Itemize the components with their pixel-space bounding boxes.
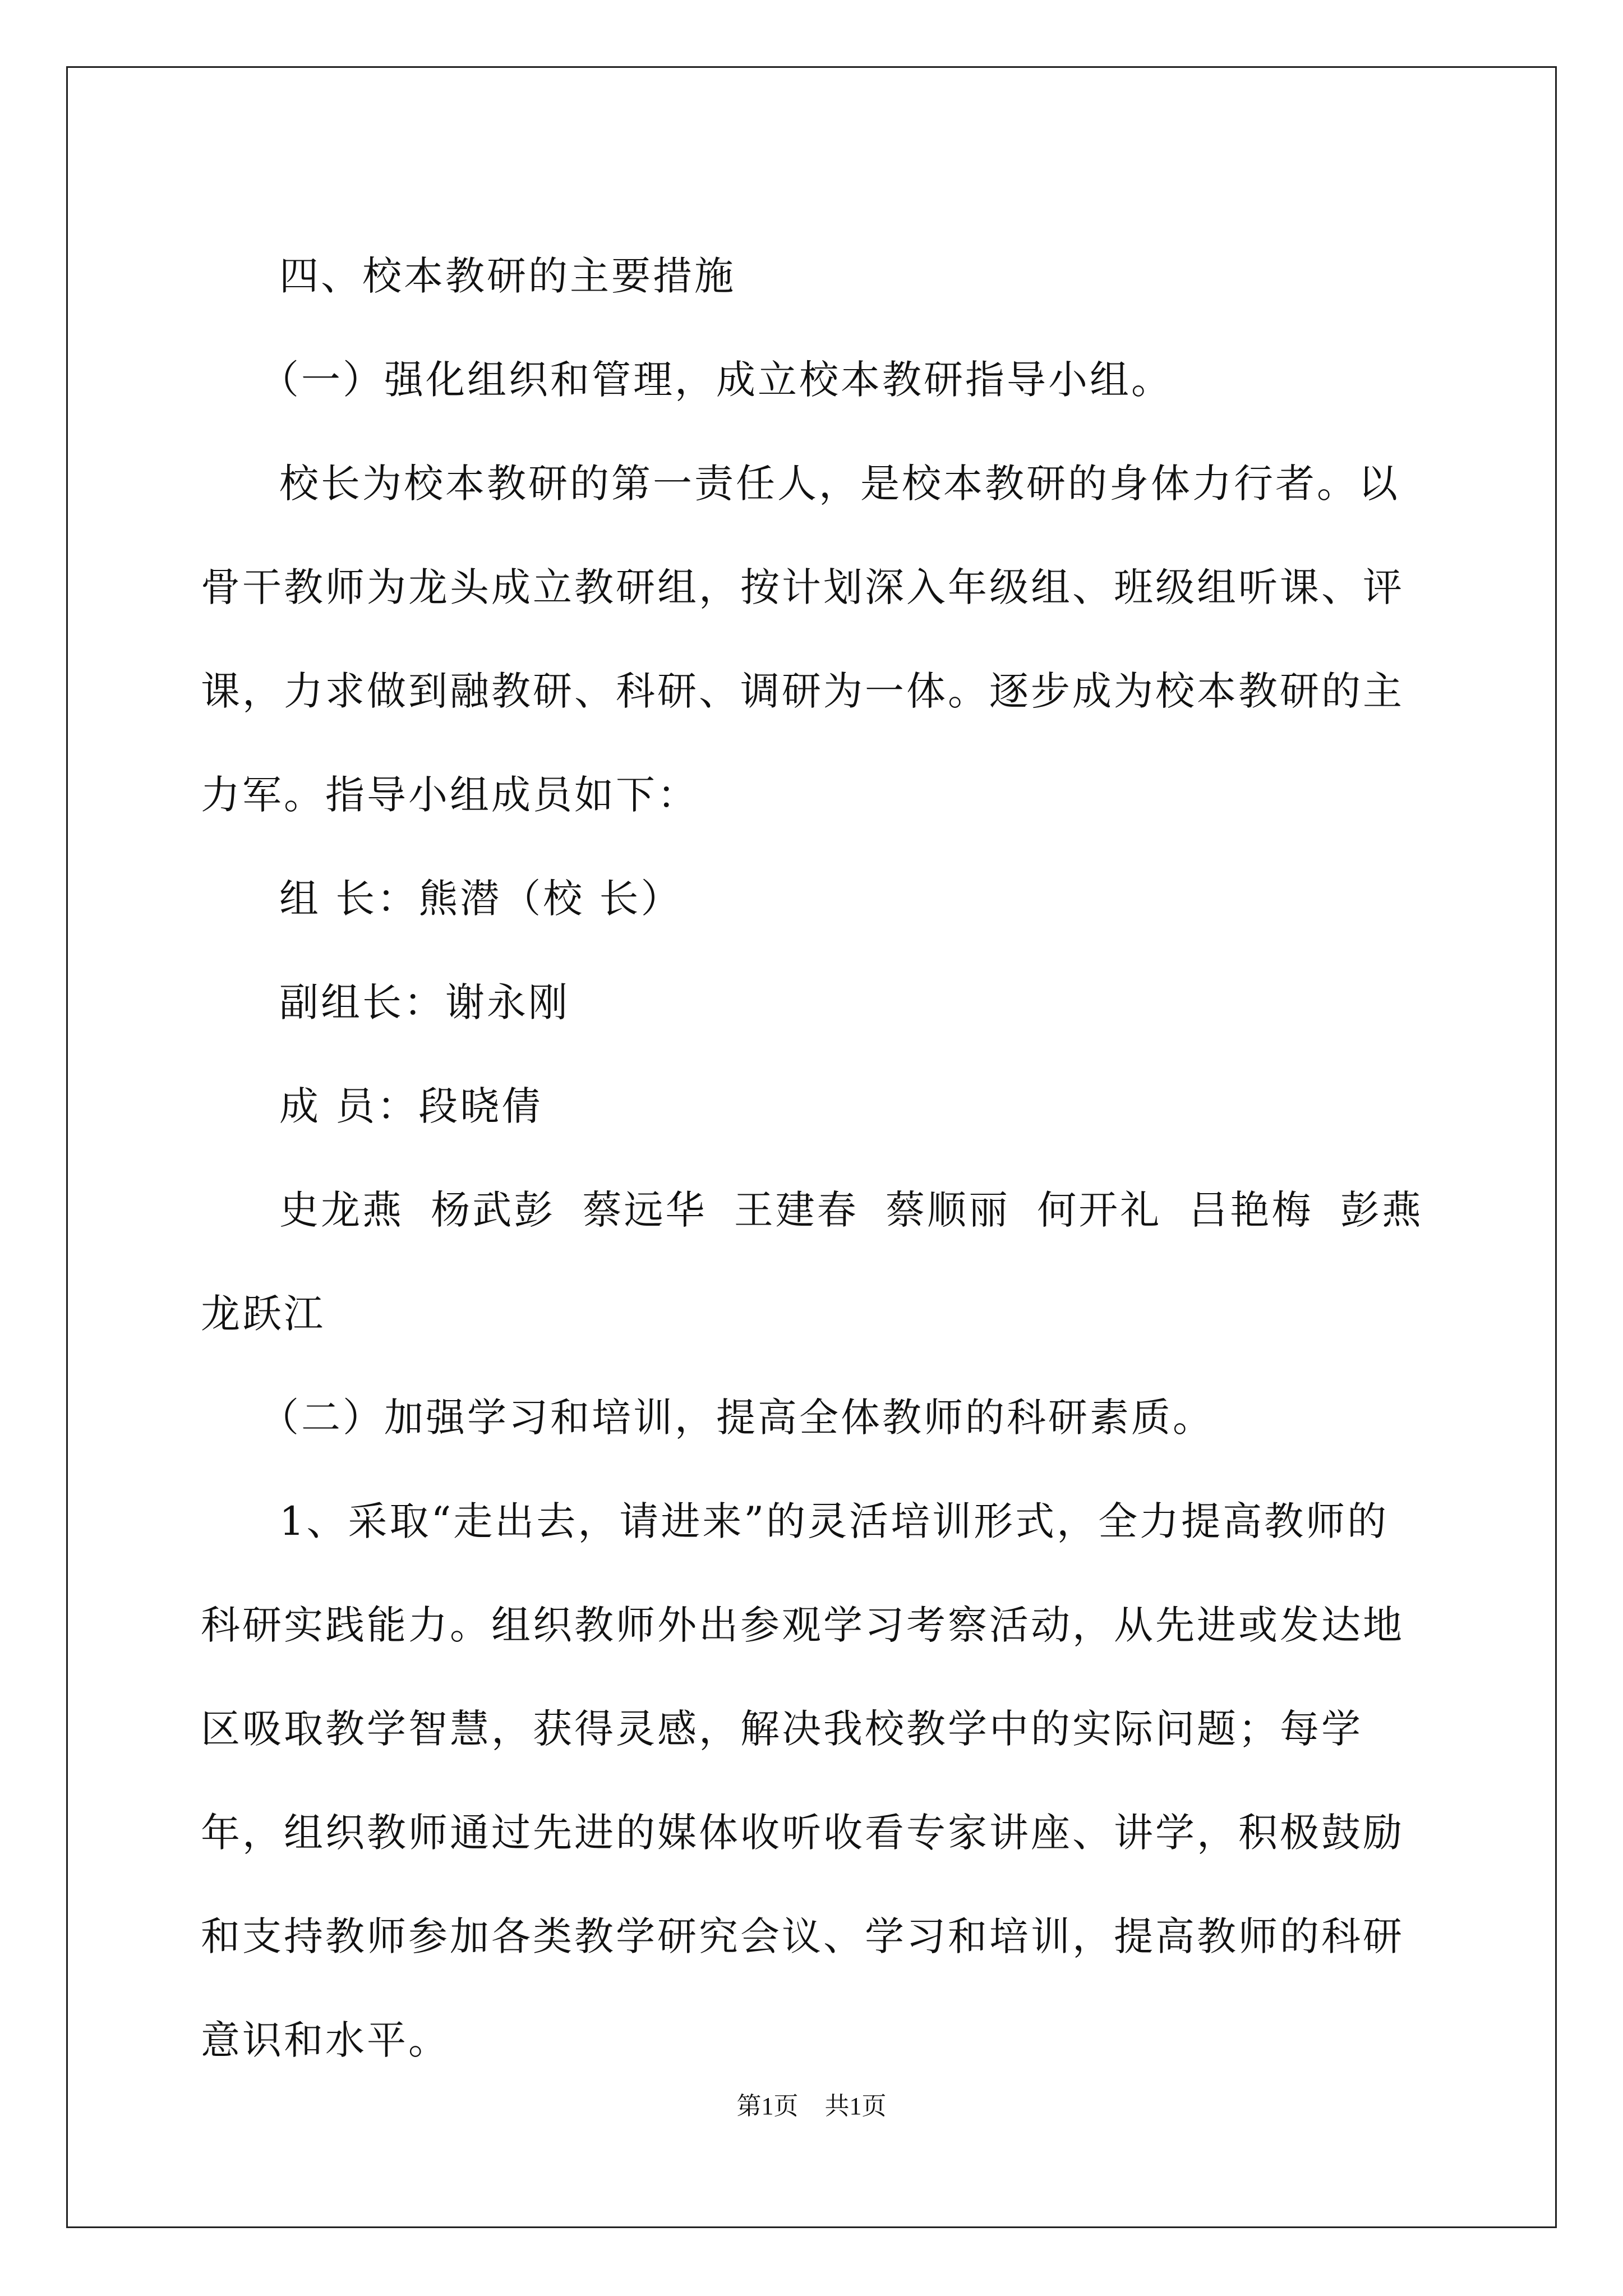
subsection-heading-2: （二）加强学习和培训，提高全体教师的科研素质。 — [260, 1395, 1214, 1441]
total-pages-label: 共1页 — [824, 2092, 887, 2120]
body-paragraph-training: 1、采取“走出去，请进来”的灵活培训形式，全力提高教师的科研实践能力。组织教师外出参观学习考察活动，从先进或发达地区吸取教学智慧，获得灵感，解决我校教学中的实际问题；每学年，组织教师通过先进的媒体收听收看专家讲座、讲学，积极鼓励和支持教师参加各类教学研究会议、学习和培训，提高教师的科研意识和水平。 — [201, 1498, 1404, 2063]
document-body — [201, 224, 1423, 2092]
subsection-heading-1: （一）强化组织和管理，成立校本教研指导小组。 — [260, 357, 1173, 403]
group-leader-line: 组 长：熊潜（校 长） — [279, 876, 683, 922]
body-paragraph-principal: 校长为校本教研的第一责任人，是校本教研的身体力行者。以骨干教师为龙头成立教研组，按计划深入年级组、班级组听课、评课，力求做到融教研、科研、调研为一体。逐步成为校本教研的主力军。指导小组成员如下： — [201, 461, 1404, 818]
members-line: 成 员：段晓倩 — [279, 1083, 543, 1129]
deputy-leader-line: 副组长：谢永刚 — [279, 979, 570, 1025]
section-heading: 四、校本教研的主要措施 — [279, 253, 736, 299]
members-list: 史龙燕 杨武彭 蔡远华 王建春 蔡顺丽 何开礼 吕艳梅 彭燕 龙跃江 — [201, 1187, 1423, 1337]
current-page-label: 第1页 — [736, 2092, 799, 2120]
page-footer — [0, 2086, 1623, 2122]
